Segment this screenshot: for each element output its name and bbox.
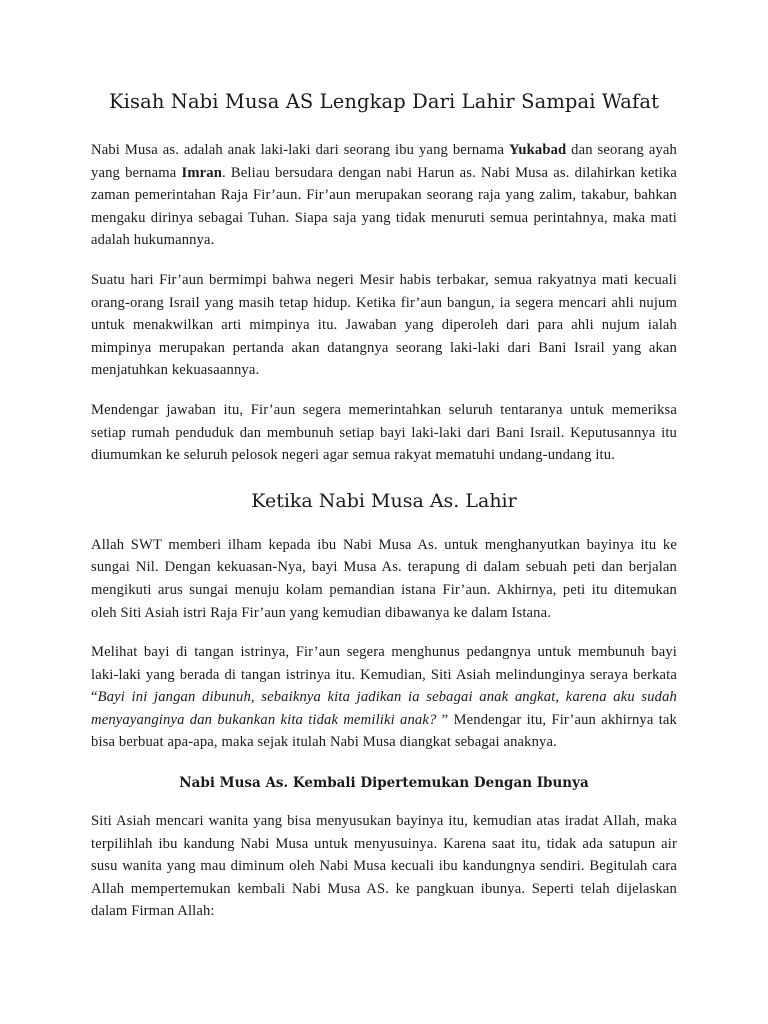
- paragraph-intro: [91, 139, 677, 252]
- paragraph-asiah-text-1: Melihat bayi di tangan istrinya, Fir’aun segera menghunus pedangnya untuk membunuh bayi laki-laki yang berada di tangan istrinya itu. Kemudian, Siti Asiah melindunginya seraya berkata “: [91, 644, 677, 706]
- asiah-quote: Bayi ini jangan dibunuh, sebaiknya kita jadikan ia sebagai anak angkat, karena aku sudah menyayanginya dan bukankan kita tidak memiliki anak?: [91, 689, 677, 728]
- paragraph-river: Allah SWT memberi ilham kepada ibu Nabi Musa As. untuk menghanyutkan bayinya itu ke sungai Nil. Dengan kekuasan-Nya, bayi Musa As. terapung di dalam sebuah peti dan berjalan mengikuti arus sungai menuju kolam pemandian istana Fir’aun. Akhirnya, peti itu ditemukan oleh Siti Asiah istri Raja Fir’aun yang kemudian dibawanya ke dalam Istana.: [91, 536, 677, 621]
- paragraph-intro-text-1: Nabi Musa as. adalah anak laki-laki dari seorang ibu yang bernama: [91, 142, 509, 158]
- paragraph-intro-text-3: . Beliau bersudara dengan nabi Harun as. Nabi Musa as. dilahirkan ketika zaman pemerintahan Raja Fir’aun. Fir’aun merupakan seorang raja yang zalim, takabur, bahkan mengaku dirinya sebagai Tuhan. Siapa saja yang tidak menuruti semua perintahnya, maka mati adalah hukumannya.: [91, 164, 677, 249]
- paragraph-intro-text-2: dan seorang ayah yang bernama: [91, 142, 678, 181]
- document-page: [91, 90, 677, 923]
- paragraph-reunion: Siti Asiah mencari wanita yang bisa menyusukan bayinya itu, kemudian atas iradat Allah, maka terpilihlah ibu kandung Nabi Musa untuk menyusuinya. Karena saat itu, tidak ada satupun air susu wanita yang mau diminum oleh Nabi Musa kecuali ibu kandungnya sendiri. Begitulah cara Allah mempertemukan kembali Nabi Musa AS. ke pangkuan ibunya. Seperti telah dijelaskan dalam Firman Allah:: [91, 813, 677, 920]
- section-heading-birth: Ketika Nabi Musa As. Lahir: [251, 489, 517, 512]
- mother-name: Yukabad: [508, 142, 567, 158]
- section-heading-reunion: Nabi Musa As. Kembali Dipertemukan Dengan Ibunya: [179, 775, 589, 792]
- father-name: Imran: [181, 164, 222, 181]
- paragraph-dream: Suatu hari Fir’aun bermimpi bahwa negeri Mesir habis terbakar, semua rakyatnya mati kecuali orang-orang Israil yang masih tetap hidup. Ketika fir’aun bangun, ia segera mencari ahli nujum untuk menakwilkan arti mimpinya itu. Jawaban yang diperoleh dari para ahli nujum ialah mimpinya merupakan pertanda akan datangnya seorang laki-laki dari Bani Israil yang akan menjatuhkan kekuasaannya.: [91, 271, 677, 379]
- paragraph-decree: Mendengar jawaban itu, Fir’aun segera memerintahkan seluruh tentaranya untuk memeriksa setiap rumah penduduk dan membunuh setiap bayi laki-laki dari Bani Israil. Keputusannya itu diumumkan ke seluruh pelosok negeri agar semua rakyat mematuhi undang-undang itu.: [91, 401, 677, 464]
- paragraph-asiah: [91, 641, 677, 754]
- page-title: Kisah Nabi Musa AS Lengkap Dari Lahir Sampai Wafat: [108, 90, 660, 113]
- paragraph-asiah-text-2: ” Mendengar itu, Fir’aun akhirnya tak bisa berbuat apa-apa, maka sejak itulah Nabi Musa diangkat sebagai anaknya.: [91, 711, 677, 751]
